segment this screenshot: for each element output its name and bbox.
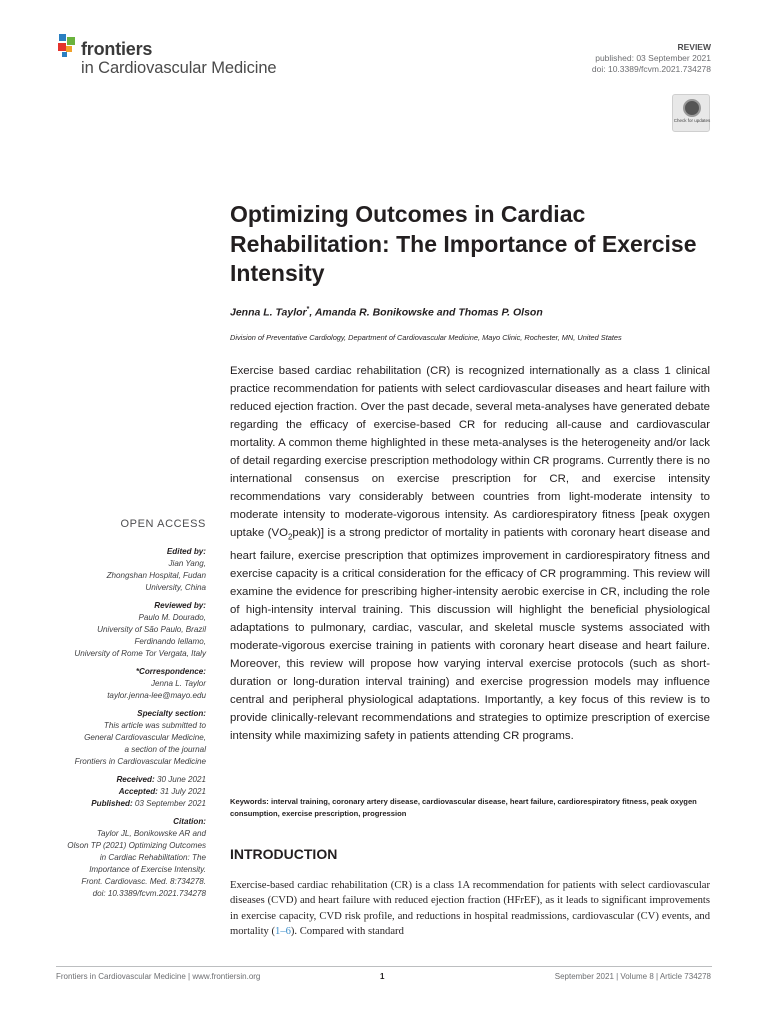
specialty-line: Frontiers in Cardiovascular Medicine xyxy=(74,757,206,766)
published-date-sidebar: 03 September 2021 xyxy=(134,799,206,808)
citation-link[interactable]: 1–6 xyxy=(275,925,291,937)
specialty-section-group xyxy=(30,708,206,768)
affiliation: Division of Preventative Cardiology, Department of Cardiovascular Medicine, Mayo Clinic, Rochester, MN, United States xyxy=(230,333,622,342)
correspondence-label: *Correspondence: xyxy=(135,667,206,676)
specialty-line: a section of the journal xyxy=(124,745,206,754)
correspondence-email[interactable]: taylor.jenna-lee@mayo.edu xyxy=(107,691,206,700)
article-title: Optimizing Outcomes in Cardiac Rehabilitation: The Importance of Exercise Intensity xyxy=(230,201,697,286)
citation-group xyxy=(30,816,206,900)
reviewed-by-group xyxy=(30,600,206,660)
citation-line: Taylor JL, Bonikowske AR and xyxy=(96,829,206,838)
published-row xyxy=(30,798,206,810)
citation-label: Citation: xyxy=(173,817,206,826)
correspondence-name[interactable]: Jenna L. Taylor xyxy=(150,679,206,688)
accepted-label: Accepted: xyxy=(118,787,158,796)
edited-by-label: Edited by: xyxy=(166,547,206,556)
citation-line: in Cardiac Rehabilitation: The xyxy=(99,853,206,862)
reviewer-line[interactable]: Paulo M. Dourado, xyxy=(138,613,206,622)
abstract xyxy=(230,362,710,745)
intro-text-2: ). Compared with standard xyxy=(290,925,404,937)
citation-line: Olson TP (2021) Optimizing Outcomes xyxy=(67,841,206,850)
received-date: 30 June 2021 xyxy=(156,775,206,784)
open-access-label: OPEN ACCESS xyxy=(120,518,206,530)
reviewer-line: University of Rome Tor Vergata, Italy xyxy=(74,649,206,658)
article-meta xyxy=(592,42,711,75)
accepted-row xyxy=(30,786,206,798)
doi[interactable]: doi: 10.3389/fcvm.2021.734278 xyxy=(591,64,711,74)
introduction-paragraph xyxy=(230,878,710,939)
article-info-sidebar xyxy=(30,546,206,906)
frontiers-logo-icon xyxy=(56,33,80,59)
citation-line: Front. Cardiovasc. Med. 8:734278. xyxy=(81,877,206,886)
co-authors[interactable]: , Amanda R. Bonikowske and Thomas P. Olson xyxy=(309,306,543,319)
page-number: 1 xyxy=(380,972,385,981)
editor-line: University, China xyxy=(145,583,206,592)
section-heading-introduction: INTRODUCTION xyxy=(230,846,338,862)
author-list xyxy=(230,306,710,319)
received-label: Received: xyxy=(116,775,155,784)
specialty-line: This article was submitted to xyxy=(103,721,206,730)
reviewer-line: University of São Paulo, Brazil xyxy=(97,625,206,634)
intro-text-1: Exercise-based cardiac rehabilitation (CR) is a class 1A recommendation for patients with select cardiovascular diseases (CVD) and heart failure with reduced ejection fraction (HFrEF), as it leads to significant improvements in exercise capacity, CVD risk profile, and reductions in hospital readmissions, cardiovascular (CV) events, and mortality ( xyxy=(230,880,710,937)
published-label: Published: xyxy=(91,799,133,808)
journal-logo[interactable] xyxy=(56,33,316,83)
footer-journal-link[interactable]: Frontiers in Cardiovascular Medicine | www.frontiersin.org xyxy=(56,972,261,981)
citation-doi[interactable]: doi: 10.3389/fcvm.2021.734278 xyxy=(92,889,206,898)
reviewer-line[interactable]: Ferdinando Iellamo, xyxy=(134,637,206,646)
reviewed-by-label: Reviewed by: xyxy=(154,601,206,610)
abstract-text-2: peak)] is a strong predictor of mortality in patients with coronary heart disease and heart failure, exercise prescription that optimizes improvement in cardiorespiratory fitness and exercise capacity is a critical consideration for the efficacy of CR programming. This review will examine the evidence for prescribing higher-intensity aerobic exercise in CR, including the role of high-intensity interval training. This discussion will highlight the beneficial physiological adaptations to pulmonary, cardiac, vascular, and skeletal muscle systems associated with moderate-vigorous exercise training in patients with coronary heart disease and heart failure. Moreover, this review will propose how varying interval exercise protocols (such as short-duration or long-duration interval training) and exercise progression models may influence central and peripheral physiological adaptations. Importantly, a key focus of this review is to provide clinically-relevant recommendations and strategies to optimize prescription of exercise intensity while maximizing safety in patients attending CR programs. xyxy=(230,527,710,743)
footer-divider xyxy=(56,966,712,967)
editor-line: Zhongshan Hospital, Fudan xyxy=(106,571,206,580)
correspondence-mark: * xyxy=(306,306,310,313)
specialty-section-label: Specialty section: xyxy=(137,709,206,718)
check-for-updates-button[interactable] xyxy=(672,94,710,132)
keywords xyxy=(230,796,710,820)
citation-line: Importance of Exercise Intensity. xyxy=(89,865,206,874)
footer-issue-info: September 2021 | Volume 8 | Article 734278 xyxy=(554,972,711,981)
journal-name: in Cardiovascular Medicine xyxy=(81,59,277,77)
keywords-list: interval training, coronary artery disease, cardiovascular disease, heart failure, cardiorespiratory fitness, peak oxygen consumption, exercise prescription, progression xyxy=(230,797,697,818)
accepted-date: 31 July 2021 xyxy=(160,787,206,796)
brand-name: frontiers xyxy=(81,39,153,59)
abstract-subscript: 2 xyxy=(287,532,293,542)
check-updates-label: Check for updates xyxy=(673,118,711,123)
dates-group xyxy=(30,774,206,810)
specialty-line: General Cardiovascular Medicine, xyxy=(84,733,206,742)
author-name[interactable]: Jenna L. Taylor xyxy=(230,306,307,319)
check-updates-icon xyxy=(683,99,701,117)
keywords-label: Keywords: xyxy=(230,797,269,806)
abstract-text-1: Exercise based cardiac rehabilitation (CR) is recognized internationally as a class 1 clinical practice recommendation for patients with select cardiovascular diseases and heart failure with reduced ejection fraction. Over the past decade, several meta-analyses have generated debate regarding the efficacy of exercise-based CR for reducing all-cause and cardiovascular mortality. A common theme highlighted in these meta-analyses is the heterogeneity and/or lack of detail regarding exercise prescription methodology within CR programs. Currently there is no international consensus on exercise prescription for CR, and exercise intensity recommendations vary considerably between countries from light-moderate intensity to moderate intensity to moderate-vigorous intensity. As cardiorespiratory fitness [peak oxygen uptake (VO xyxy=(230,365,710,540)
published-date: published: 03 September 2021 xyxy=(595,53,711,63)
received-row xyxy=(30,774,206,786)
editor-line[interactable]: Jian Yang, xyxy=(168,559,206,568)
edited-by-group xyxy=(30,546,206,594)
article-type: REVIEW xyxy=(677,42,711,52)
correspondence-group xyxy=(30,666,206,702)
